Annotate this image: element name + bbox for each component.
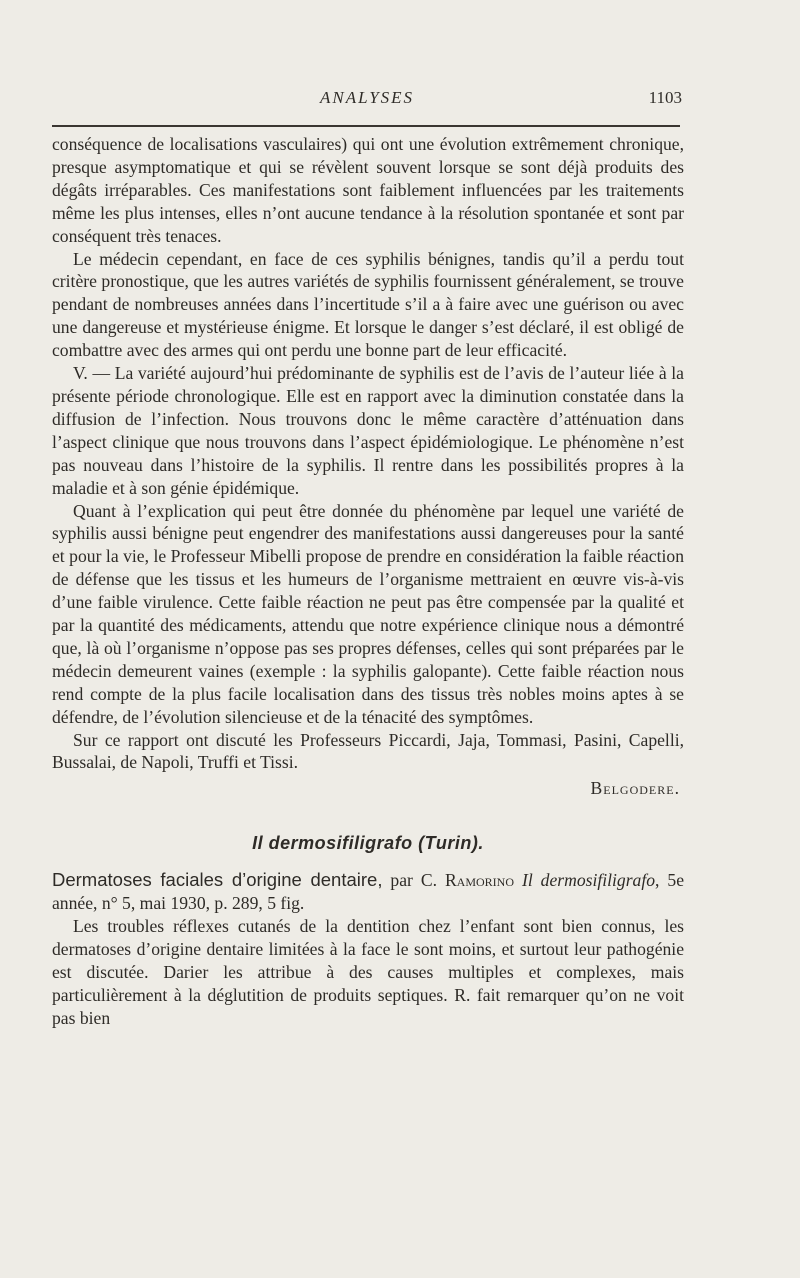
paragraph-3: V. — La variété aujourd’hui prédominante de syphilis est de l’avis de l’auteur liée à la présente période chronologique. Elle est en rapport avec la diminution constatée dans la diffusion de l’infection. Nous trouvons donc le même caractère d’atténuation dans l’aspect clinique que nous trouvons dans l’aspect épidémiologique. Le phénomène n’est pas nouveau dans l’histoire de la syphilis. Il rentre dans les possibilités propres à la maladie et à son génie épidémique. [52,363,684,498]
paragraph-5: Sur ce rapport ont discuté les Professeurs Piccardi, Jaja, Tommasi, Pasini, Capelli, Bussalai, de Napoli, Truffi et Tissi. [52,729,684,773]
signature: Belgodere. [590,778,680,799]
article-author: Ramorino [444,870,515,891]
paragraph-4: Quant à l’explication qui peut être donnée du phénomène par lequel une variété de syphilis aussi bénigne peut engendrer des manifestations aussi dangereuses pour la santé et pour la vie, le Professeur Mibelli propose de prendre en considération la faible réaction de défense que les tissus et les humeurs de l’organisme mettraient en œuvre vis-à-vis d’une faible virulence. Cette faible réaction ne peut pas être compensée par la qualité et par la quantité des médicaments, attendu que notre expérience clinique nous a démontré que, là où l’organisme n’oppose pas ses propres défenses, celles qui sont préparées par le médecin demeurent vaines (exemple : la syphilis galopante). Cette faible réaction nous rend compte de la plus facile localisation dans des tissus très nobles moins aptes à se défendre, de l’évolution silencieuse et de la ténacité des symptômes. [52,500,684,727]
article-heading [52,869,684,915]
page-number: 1103 [648,88,682,107]
paragraph-1: conséquence de localisations vasculaires) qui ont une évolution extrêmement chronique, presque asymptomatique et qui se révèlent souvent lorsque se sont déjà produits des dégâts irréparables. Ces manifestations sont faiblement influencées par les traitements même les plus intenses, elles n’ont aucune tendance à la résolution spontanée et sont par conséquent très tenaces. [52,134,684,246]
header-rule [52,125,680,127]
section-title: Il dermosifiligrafo (Turin). [252,833,484,854]
article-by: par C. [390,870,437,891]
article-paragraph-1: Les troubles réflexes cutanés de la dentition chez l’enfant sont bien connus, les dermatoses d’origine dentaire limitées à la face le sont moins, et surtout leur pathogénie est discutée. Darier les attribue à des causes multiples et complexes, mais particulièrement à la déglutition de produits septiques. R. fait remarquer qu’on ne voit pas bien [52,916,684,1028]
page-header [52,88,682,118]
article-title: Dermatoses faciales d’origine dentaire, [52,869,383,891]
running-head: ANALYSES [319,88,415,107]
paragraph-2: Le médecin cependant, en face de ces syphilis bénignes, tandis qu’il a perdu tout critère pronostique, que les autres variétés de syphilis fournissent généralement, se trouve pendant de nombreuses années dans l’incertitude s’il a à faire avec une guérison ou avec une dangereuse et mystérieuse énigme. Et lorsque le danger s’est déclaré, il est obligé de combattre avec des armes qui ont perdu une bonne part de leur efficacité. [52,248,684,361]
article-details: , 5e année, n° 5, mai 1930, p. 289, 5 fig. [52,870,685,914]
page-content [52,133,684,1030]
article-journal: Il dermosifiligrafo [521,870,656,891]
